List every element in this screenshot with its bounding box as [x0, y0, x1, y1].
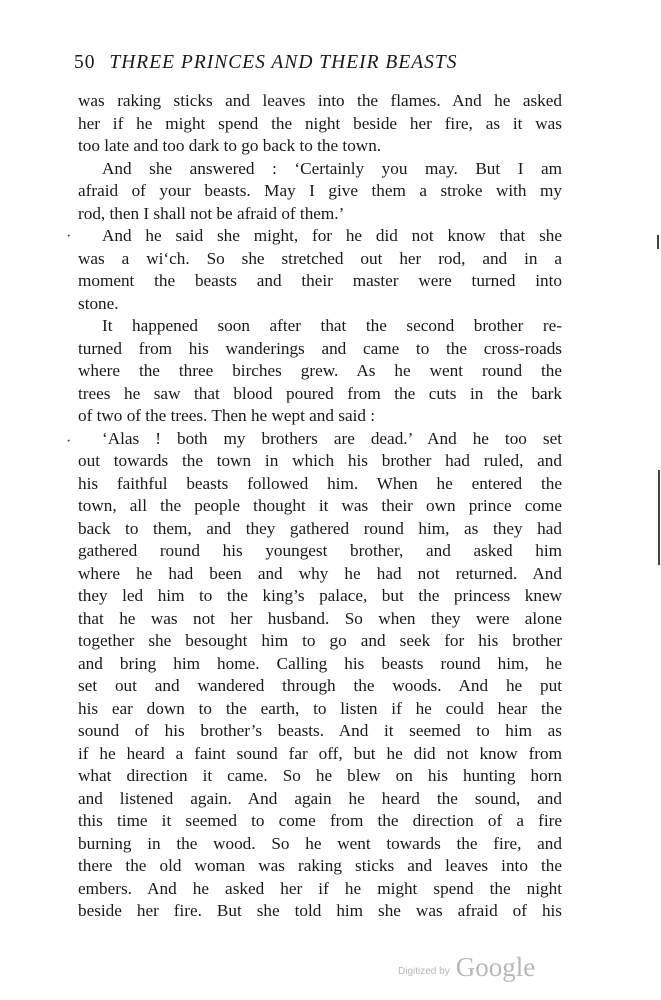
text-line: together she besought him to go and seek for his brother [78, 631, 562, 650]
margin-dot: · [66, 433, 72, 450]
text-line: embers. And he asked her if he might spend the night [78, 878, 562, 898]
text-line: back to them, and they gathered round him, as they had [78, 518, 562, 538]
text-line: out towards the town in which his brother had ruled, and [78, 451, 562, 470]
running-header [74, 52, 574, 74]
digitized-watermark [398, 952, 535, 983]
text-line: and bring him home. Calling his beasts round him, he [78, 653, 562, 673]
watermark-prefix: Digitized by [398, 966, 450, 977]
text-line: his faithful beasts followed him. When he entered the [78, 473, 562, 493]
text-line: stone. [78, 293, 119, 313]
text-line: It happened soon after that the second brother re- [102, 316, 562, 335]
text-line: was raking sticks and leaves into the flames. And he asked [78, 91, 562, 110]
text-line: where he had been and why he had not returned. And [78, 563, 562, 583]
text-line: this time it seemed to come from the direction of a fire [78, 811, 562, 830]
text-line: gathered round his youngest brother, and asked him [78, 541, 562, 560]
page-number: 50 [74, 52, 96, 73]
text-line: trees he saw that blood poured from the cuts in the bark [78, 383, 562, 403]
running-title: THREE PRINCES AND THEIR BEASTS [109, 52, 458, 73]
text-line: her if he might spend the night beside her fire, as it was [78, 113, 562, 133]
margin-dot: · [66, 228, 72, 245]
text-line: And she answered : ‘Certainly you may. But I am [102, 158, 562, 178]
text-line: was a wi‘ch. So she stretched out her rod, and in a [78, 248, 562, 268]
page-edge-mark [657, 235, 659, 249]
text-line: town, all the people thought it was their own prince come [78, 496, 562, 515]
text-line: beside her fire. But she told him she was afraid of his [78, 901, 562, 920]
text-line: there the old woman was raking sticks and leaves into the [78, 856, 562, 875]
text-line: what direction it came. So he blew on his hunting horn [78, 766, 562, 785]
text-line: ‘Alas ! both my brothers are dead.’ And he too set [102, 428, 562, 448]
text-line: rod, then I shall not be afraid of them.’ [78, 203, 345, 223]
text-line: and listened again. And again he heard the sound, and [78, 788, 562, 808]
text-line: moment the beasts and their master were turned into [78, 271, 562, 290]
text-line: turned from his wanderings and came to the cross-roads [78, 338, 562, 358]
text-line: afraid of your beasts. May I give them a stroke with my [78, 181, 562, 200]
text-line: where the three birches grew. As he went round the [78, 361, 562, 380]
text-line: they led him to the king’s palace, but the princess knew [78, 586, 562, 605]
body-text [78, 90, 562, 923]
text-line: that he was not her husband. So when they were alone [78, 608, 562, 628]
page-edge-mark [658, 470, 660, 565]
text-line: his ear down to the earth, to listen if he could hear the [78, 698, 562, 718]
text-line: of two of the trees. Then he wept and said : [78, 406, 376, 425]
text-line: if he heard a faint sound far off, but he did not know from [78, 743, 562, 763]
watermark-brand: Google [455, 952, 536, 982]
text-line: burning in the wood. So he went towards the fire, and [78, 833, 562, 853]
text-line: And he said she might, for he did not know that she [102, 226, 562, 245]
text-line: too late and too dark to go back to the town. [78, 136, 382, 155]
text-line: sound of his brother’s beasts. And it seemed to him as [78, 721, 562, 740]
text-line: set out and wandered through the woods. And he put [78, 676, 562, 695]
